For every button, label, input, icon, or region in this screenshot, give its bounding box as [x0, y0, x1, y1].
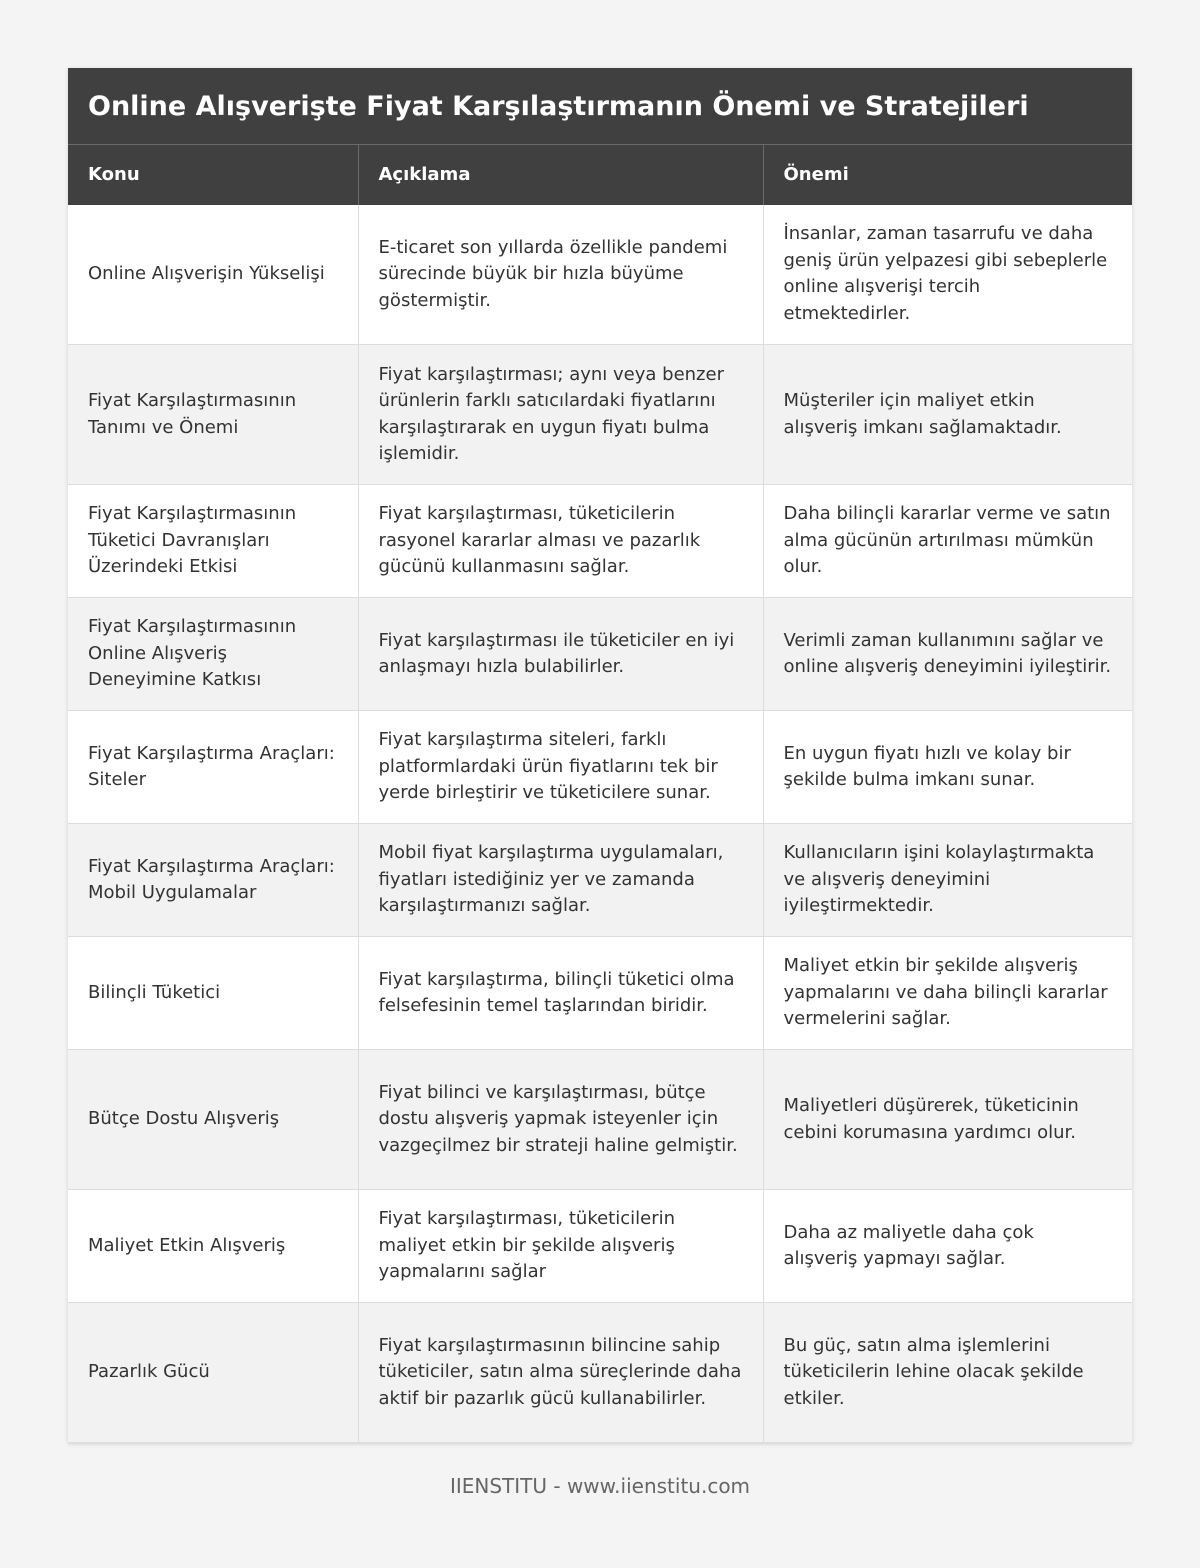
cell-konu: Fiyat Karşılaştırma Araçları: Mobil Uygulamalar: [68, 824, 358, 937]
cell-onemi: Kullanıcıların işini kolaylaştırmakta ve alışveriş deneyimini iyileştirmektedir.: [763, 824, 1132, 937]
cell-aciklama: Fiyat karşılaştırması; aynı veya benzer ürünlerin farklı satıcılardaki fiyatlarını karşılaştırarak en uygun fiyatı bulma işlemidir.: [358, 345, 763, 485]
cell-aciklama: Fiyat karşılaştırma, bilinçli tüketici olma felsefesinin temel taşlarından biridir.: [358, 937, 763, 1050]
table-row: [68, 1190, 1132, 1303]
cell-onemi: Daha bilinçli kararlar verme ve satın alma gücünün artırılması mümkün olur.: [763, 485, 1132, 598]
cell-konu: Pazarlık Gücü: [68, 1303, 358, 1443]
cell-onemi: Müşteriler için maliyet etkin alışveriş imkanı sağlamaktadır.: [763, 345, 1132, 485]
table-row: [68, 711, 1132, 824]
cell-aciklama: Fiyat bilinci ve karşılaştırması, bütçe dostu alışveriş yapmak isteyenler için vazgeçilmez bir strateji haline gelmiştir.: [358, 1050, 763, 1190]
cell-konu: Online Alışverişin Yükselişi: [68, 205, 358, 345]
column-header-konu: Konu: [68, 145, 358, 205]
cell-onemi: Bu güç, satın alma işlemlerini tüketicilerin lehine olacak şekilde etkiler.: [763, 1303, 1132, 1443]
cell-konu: Fiyat Karşılaştırma Araçları: Siteler: [68, 711, 358, 824]
cell-konu: Maliyet Etkin Alışveriş: [68, 1190, 358, 1303]
cell-konu: Fiyat Karşılaştırmasının Tanımı ve Önemi: [68, 345, 358, 485]
cell-aciklama: Fiyat karşılaştırma siteleri, farklı platformlardaki ürün fiyatlarını tek bir yerde birleştirir ve tüketicilere sunar.: [358, 711, 763, 824]
comparison-table: [68, 144, 1132, 1443]
title-bar: [68, 68, 1132, 144]
cell-konu: Bütçe Dostu Alışveriş: [68, 1050, 358, 1190]
cell-aciklama: Fiyat karşılaştırması ile tüketiciler en iyi anlaşmayı hızla bulabilirler.: [358, 598, 763, 711]
cell-aciklama: Mobil fiyat karşılaştırma uygulamaları, fiyatları istediğiniz yer ve zamanda karşılaştırmanızı sağlar.: [358, 824, 763, 937]
cell-onemi: En uygun fiyatı hızlı ve kolay bir şekilde bulma imkanı sunar.: [763, 711, 1132, 824]
cell-onemi: Verimli zaman kullanımını sağlar ve online alışveriş deneyimini iyileştirir.: [763, 598, 1132, 711]
cell-konu: Bilinçli Tüketici: [68, 937, 358, 1050]
cell-onemi: Maliyet etkin bir şekilde alışveriş yapmalarını ve daha bilinçli kararlar vermelerini sağlar.: [763, 937, 1132, 1050]
table-row: [68, 824, 1132, 937]
cell-onemi: İnsanlar, zaman tasarrufu ve daha geniş ürün yelpazesi gibi sebeplerle online alışverişi tercih etmektedirler.: [763, 205, 1132, 345]
cell-aciklama: Fiyat karşılaştırması, tüketicilerin maliyet etkin bir şekilde alışveriş yapmalarını sağlar: [358, 1190, 763, 1303]
table-row: [68, 345, 1132, 485]
table-row: [68, 485, 1132, 598]
cell-aciklama: E-ticaret son yıllarda özellikle pandemi sürecinde büyük bir hızla büyüme göstermiştir.: [358, 205, 763, 345]
table-row: [68, 598, 1132, 711]
table-row: [68, 1303, 1132, 1443]
cell-konu: Fiyat Karşılaştırmasının Online Alışveriş Deneyimine Katkısı: [68, 598, 358, 711]
footer-credit: IIENSTITU - www.iienstitu.com: [449, 1474, 751, 1498]
table-row: [68, 937, 1132, 1050]
table-row: [68, 1050, 1132, 1190]
page-title: Online Alışverişte Fiyat Karşılaştırmanın Önemi ve Stratejileri: [88, 90, 1029, 122]
cell-aciklama: Fiyat karşılaştırmasının bilincine sahip tüketiciler, satın alma süreçlerinde daha aktif bir pazarlık gücü kullanabilirler.: [358, 1303, 763, 1443]
cell-onemi: Daha az maliyetle daha çok alışveriş yapmayı sağlar.: [763, 1190, 1132, 1303]
cell-aciklama: Fiyat karşılaştırması, tüketicilerin rasyonel kararlar alması ve pazarlık gücünü kullanmasını sağlar.: [358, 485, 763, 598]
column-header-onemi: Önemi: [763, 145, 1132, 205]
cell-konu: Fiyat Karşılaştırmasının Tüketici Davranışları Üzerindeki Etkisi: [68, 485, 358, 598]
table-card: [68, 68, 1132, 1443]
column-header-aciklama: Açıklama: [358, 145, 763, 205]
table-header-row: [68, 145, 1132, 205]
cell-onemi: Maliyetleri düşürerek, tüketicinin cebini korumasına yardımcı olur.: [763, 1050, 1132, 1190]
table-row: [68, 205, 1132, 345]
